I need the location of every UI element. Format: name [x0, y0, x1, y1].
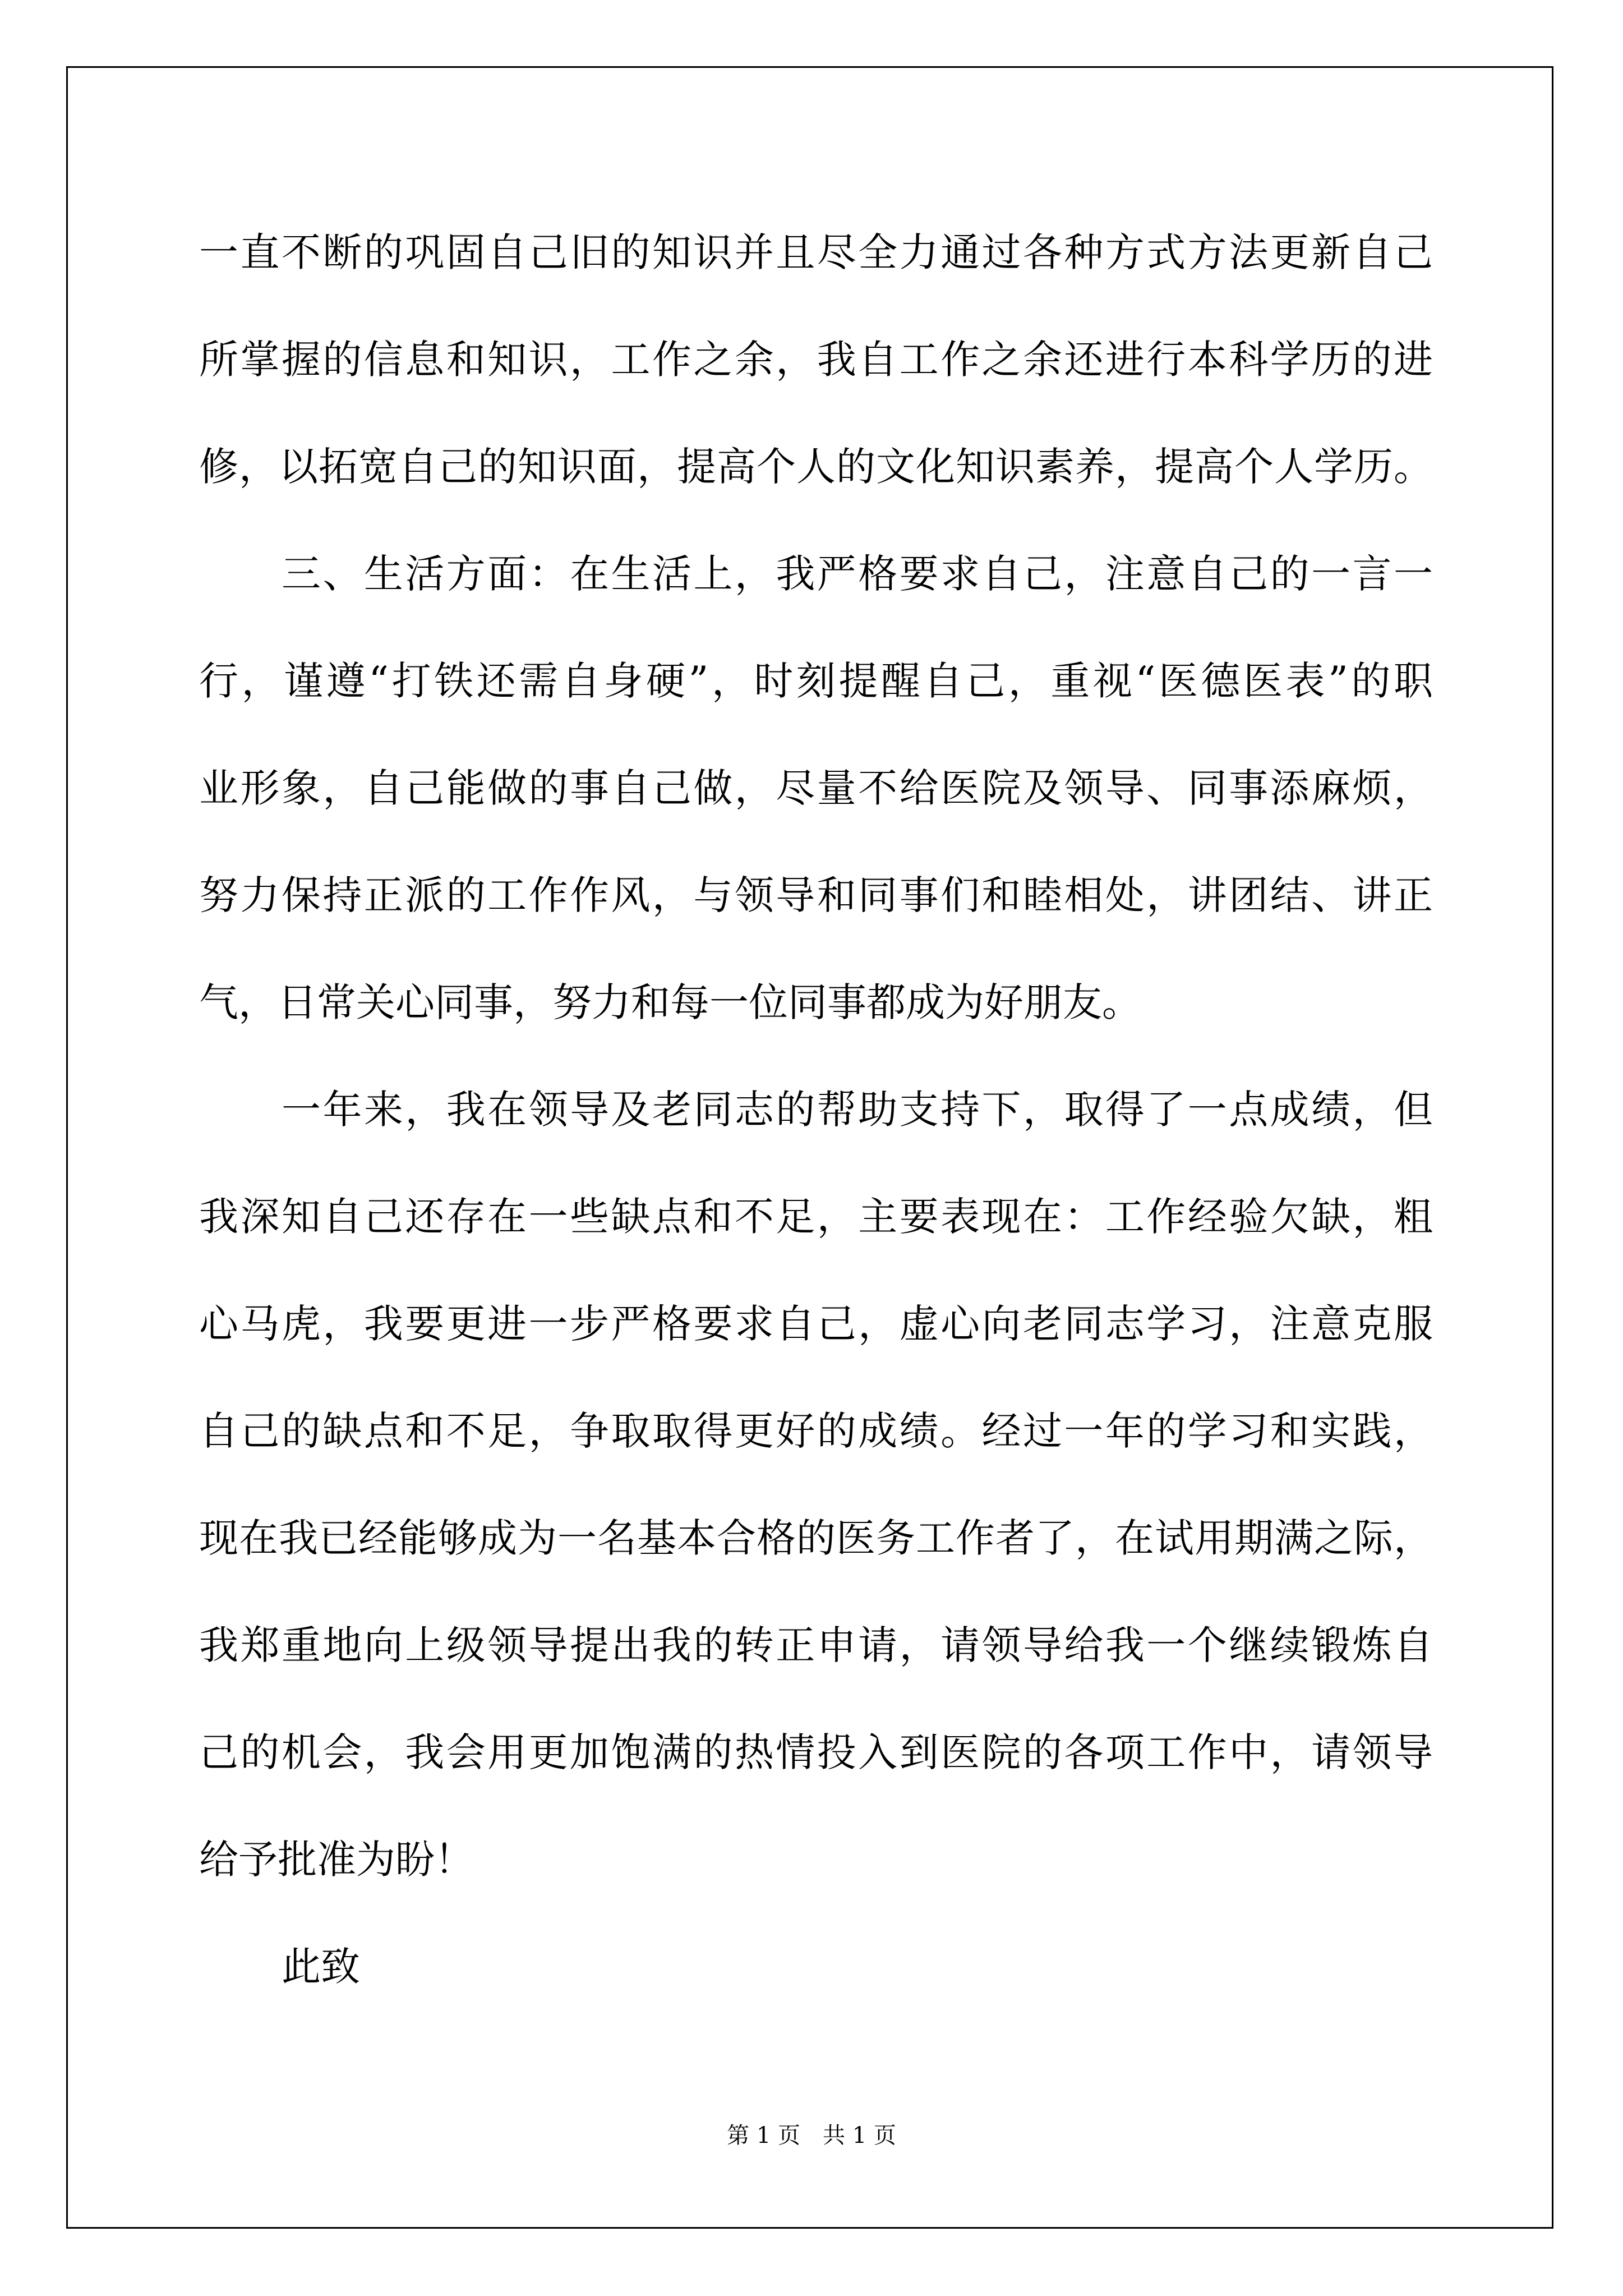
text-line: 三、生活方面：在生活上，我严格要求自己，注意自己的一言一 — [282, 551, 1433, 597]
text-line: 给予批准为盼！ — [199, 1837, 474, 1883]
text-line: 现在我已经能够成为一名基本合格的医务工作者了，在试用期满之际， — [199, 1515, 1433, 1561]
text-line: 努力保持正派的工作作风，与领导和同事们和睦相处，讲团结、讲正 — [199, 872, 1433, 918]
page-number-footer: 第 1 页 共 1 页 — [727, 2123, 896, 2148]
text-line: 我郑重地向上级领导提出我的转正申请，请领导给我一个继续锻炼自 — [199, 1622, 1433, 1668]
text-line: 一年来，我在领导及老同志的帮助支持下，取得了一点成绩，但 — [282, 1087, 1433, 1133]
text-line: 行，谨遵“打铁还需自身硬”，时刻提醒自己，重视“医德医表”的职 — [199, 658, 1433, 704]
text-line: 所掌握的信息和知识，工作之余，我自工作之余还进行本科学历的进 — [199, 337, 1433, 383]
text-line: 心马虎，我要更进一步严格要求自己，虚心向老同志学习，注意克服 — [199, 1301, 1433, 1347]
text-line: 己的机会，我会用更加饱满的热情投入到医院的各项工作中，请领导 — [199, 1729, 1433, 1775]
text-line: 气，日常关心同事，努力和每一位同事都成为好朋友。 — [199, 979, 1141, 1025]
text-line: 我深知自己还存在一些缺点和不足，主要表现在：工作经验欠缺，粗 — [199, 1194, 1433, 1240]
text-line: 自己的缺点和不足，争取取得更好的成绩。经过一年的学习和实践， — [199, 1408, 1433, 1454]
closing-line: 此致 — [282, 1944, 360, 1990]
document-body — [199, 199, 1433, 2021]
text-line: 一直不断的巩固自己旧的知识并且尽全力通过各种方式方法更新自己 — [199, 229, 1433, 275]
text-line: 修，以拓宽自己的知识面，提高个人的文化知识素养，提高个人学历。 — [199, 444, 1433, 490]
text-line: 业形象，自己能做的事自己做，尽量不给医院及领导、同事添麻烦， — [199, 765, 1433, 811]
